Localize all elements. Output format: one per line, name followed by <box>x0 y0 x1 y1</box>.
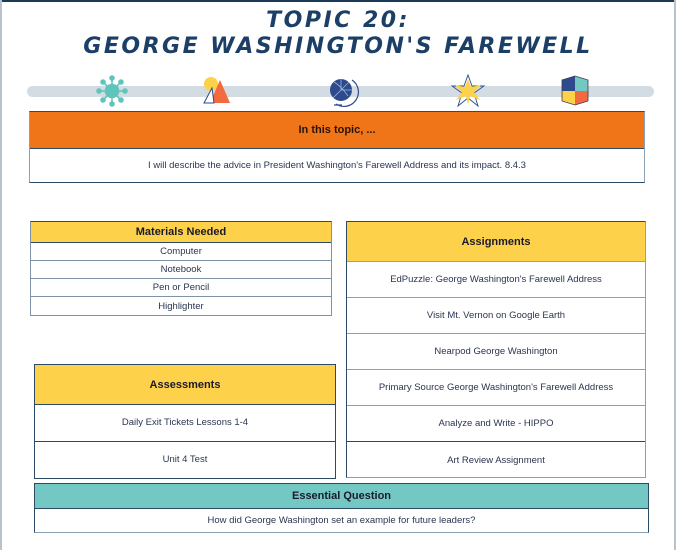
assignment-item[interactable]: Nearpod George Washington <box>347 334 645 370</box>
star-icon <box>448 72 488 110</box>
sun-mountain-icon <box>198 72 238 110</box>
materials-header: Materials Needed <box>31 222 331 243</box>
assessment-item[interactable]: Unit 4 Test <box>162 454 208 466</box>
assignments-header: Assignments <box>347 222 645 262</box>
assignment-item[interactable]: EdPuzzle: George Washington's Farewell Address <box>347 262 645 298</box>
essential-question-panel <box>34 483 649 533</box>
assessments-panel <box>34 364 336 479</box>
essential-question-text: How did George Washington set an example for future leaders? <box>207 514 476 526</box>
title-line-2: GEORGE WASHINGTON'S FAREWELL <box>83 34 593 59</box>
materials-item: Computer <box>31 243 331 261</box>
materials-item: Highlighter <box>158 300 204 312</box>
assignment-item[interactable]: Primary Source George Washington's Farewell Address <box>347 370 645 406</box>
network-icon <box>92 72 132 110</box>
page-top-border <box>0 0 676 2</box>
assignment-item[interactable]: Visit Mt. Vernon on Google Earth <box>347 298 645 334</box>
page-title <box>0 8 676 60</box>
materials-item: Pen or Pencil <box>31 279 331 297</box>
assessment-item[interactable]: Daily Exit Tickets Lessons 1-4 <box>35 405 335 442</box>
assessments-header: Assessments <box>35 365 335 405</box>
shield-icon <box>555 72 595 110</box>
materials-item: Notebook <box>31 261 331 279</box>
essential-question-header: Essential Question <box>35 484 648 509</box>
topic-header: In this topic, ... <box>30 112 644 149</box>
assignment-item[interactable]: Analyze and Write - HIPPO <box>347 406 645 442</box>
assignments-panel <box>346 221 646 478</box>
assignment-item[interactable]: Art Review Assignment <box>447 454 545 466</box>
topic-objective-text: I will describe the advice in President Washington's Farewell Address and its impact. 8.4.3 <box>148 160 526 171</box>
globe-icon <box>322 72 362 110</box>
topic-objective-panel <box>29 111 645 183</box>
page-left-border <box>0 0 2 550</box>
materials-panel <box>30 221 332 316</box>
title-line-1: TOPIC 20: <box>266 8 410 33</box>
